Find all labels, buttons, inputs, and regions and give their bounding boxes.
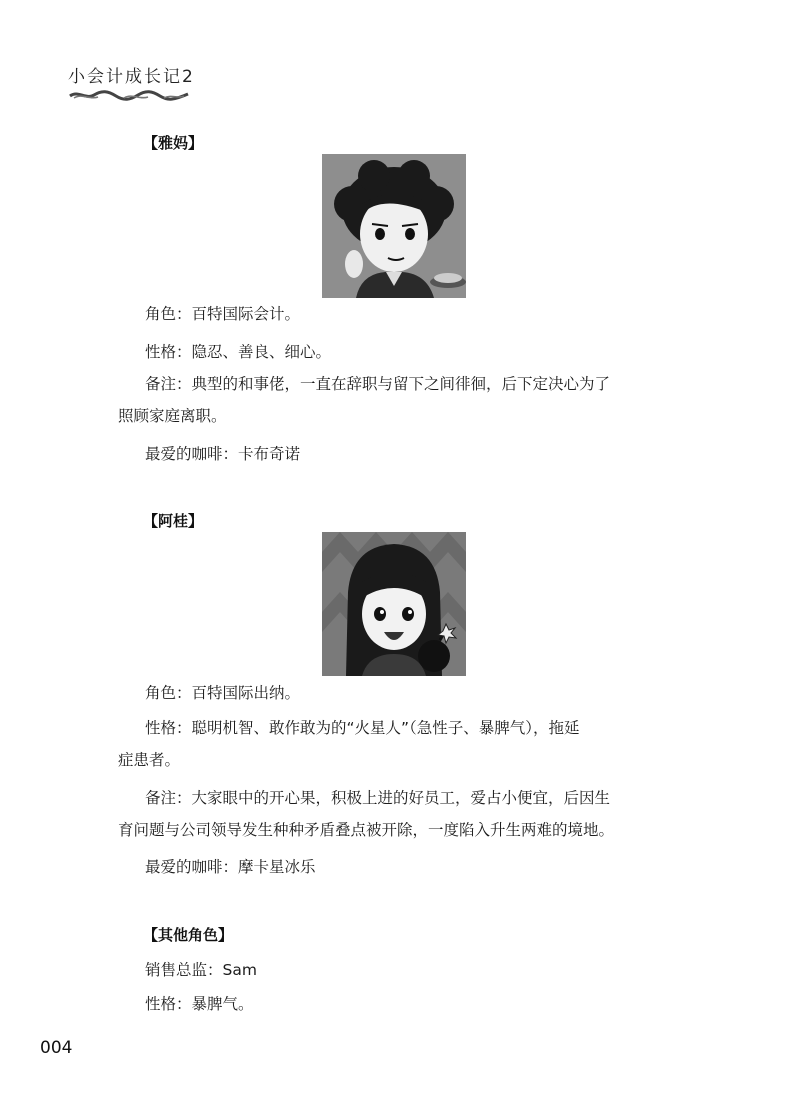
agui-coffee: 最爱的咖啡：摩卡星冰乐 [145, 858, 316, 876]
agui-personality-line2: 症患者。 [118, 751, 181, 769]
yama-note-line1: 备注：典型的和事佬，一直在辞职与留下之间徘徊，后下定决心为了 [145, 375, 611, 393]
agui-personality-line1: 性格：聪明机智、敢作敢为的“火星人”（急性子、暴脾气），拖延 [145, 719, 580, 737]
others-sales-director: 销售总监：Sam [145, 961, 257, 979]
running-header [68, 62, 195, 87]
yama-role: 角色：百特国际会计。 [145, 305, 301, 323]
section-heading-others: 【其他角色】 [143, 926, 234, 944]
woman-phone-avatar-illustration-icon [322, 154, 466, 298]
agui-note-line1: 备注：大家眼中的开心果，积极上进的好员工，爱占小便宜，后因生 [145, 789, 611, 807]
girl-bomb-avatar-illustration-icon [322, 532, 466, 676]
yama-note-line2: 照顾家庭离职。 [118, 407, 227, 425]
yama-personality: 性格：隐忍、善良、细心。 [145, 343, 332, 361]
agui-note-line2: 育问题与公司领导发生种种矛盾叠点被开除，一度陷入升生两难的境地。 [118, 821, 615, 839]
others-personality: 性格：暴脾气。 [145, 995, 254, 1013]
book-title: 小会计成长记2 [68, 67, 195, 87]
section-heading-agui: 【阿桂】 [143, 512, 204, 530]
page-number: 004 [40, 1038, 73, 1058]
yama-coffee: 最爱的咖啡：卡布奇诺 [145, 445, 301, 463]
section-heading-yama: 【雅妈】 [143, 134, 204, 152]
decorative-flourish-icon [68, 88, 190, 102]
agui-role: 角色：百特国际出纳。 [145, 684, 301, 702]
